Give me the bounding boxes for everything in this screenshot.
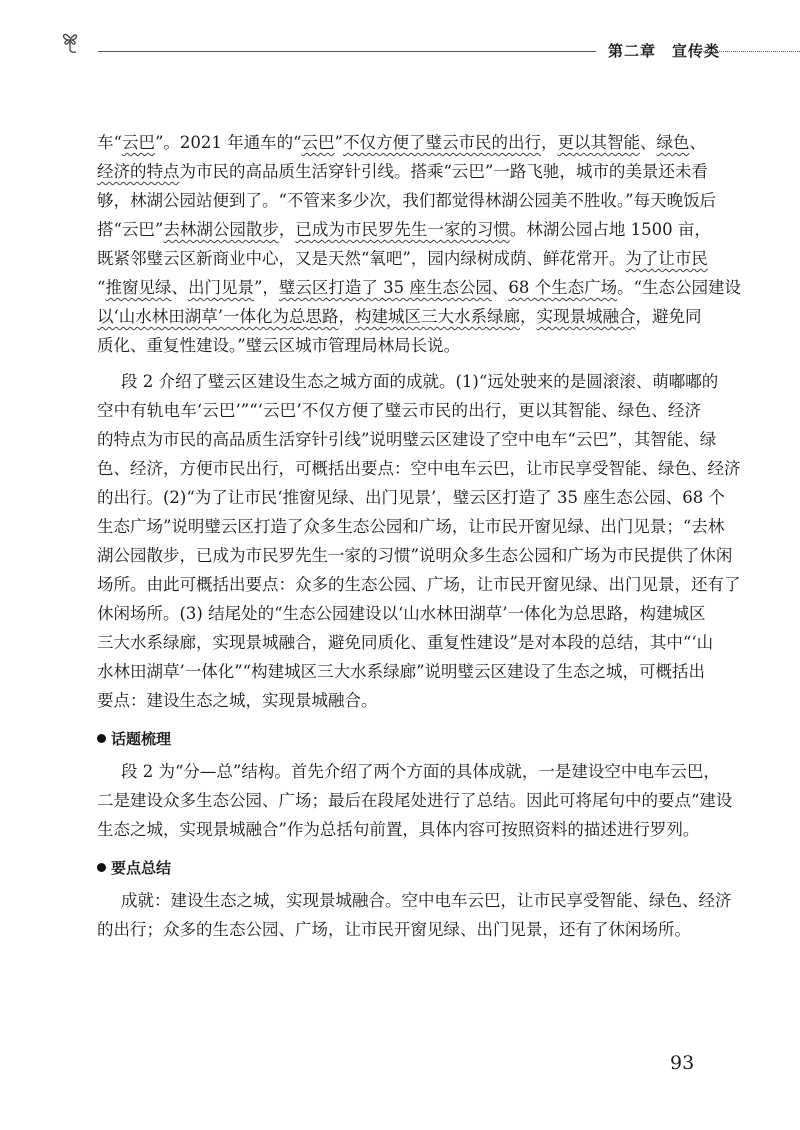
text-segment: 三大水系绿廊，实现景城融合，避免同质化、重复性建设”是对本段的总结，其中“‘山 — [97, 633, 714, 652]
text-segment: 、 — [491, 278, 509, 297]
paragraph — [97, 886, 732, 944]
text-segment: 的出行。(2)“为了让市民‘推窗见绿、出门见景’，璧云区打造了 35 座生态公园、68 个 — [97, 488, 726, 507]
paragraph — [97, 757, 733, 844]
underlined-text: 更以其智能 — [557, 133, 640, 152]
text-line — [97, 757, 720, 786]
text-segment: 段 2 介绍了璧云区建设生态之城方面的成就。(1)“远处驶来的是圆滚滚、萌嘟嘟的 — [121, 372, 719, 391]
header-rule — [98, 51, 596, 52]
underlined-text: 璧云区打造了 35 座生态公园 — [278, 278, 492, 297]
underlined-text: 为了让市民 — [625, 249, 708, 268]
spacer — [97, 844, 701, 851]
text-line — [97, 396, 701, 425]
text-line — [97, 273, 742, 302]
text-segment: 既紧邻璧云区新商业中心，又是天然“氧吧”，园内绿树成荫、鲜花常开。 — [97, 249, 626, 268]
underlined-text: 已成为市民罗先生一家的习惯 — [295, 220, 510, 239]
text-segment: 。“生态公园建设 — [617, 278, 742, 297]
text-line — [97, 657, 706, 686]
text-segment: 成就：建设生态之城，实现景城融合。空中电车云巴，让市民享受智能、绿色、经济 — [121, 891, 732, 910]
bullet-icon — [97, 734, 106, 743]
text-segment: 湖公园散步，已成为市民罗先生一家的习惯”说明众多生态公园和广场为市民提供了休闲 — [97, 546, 733, 565]
chapter-title: 第二章 宣传类 — [608, 42, 721, 60]
underlined-text: 不仅方便了璧云市民的出行 — [342, 133, 541, 152]
text-segment: 的出行；众多的生态公园、广场，让市民开窗见绿、出门见景，还有了休闲场所。 — [97, 920, 691, 939]
text-segment: 为市民的高品质生活穿针引线。搭乘“云巴”一路飞驰，城市的美景还未看 — [179, 162, 708, 181]
text-line — [97, 483, 726, 512]
page-body — [97, 128, 742, 951]
section-heading-text: 要点总结 — [111, 859, 172, 877]
text-segment: 够，林湖公园站便到了。“不管来多少次，我们都觉得林湖公园美不胜收。”每天晚饭后 — [97, 191, 717, 210]
text-line — [97, 302, 701, 331]
text-segment: ， — [520, 307, 537, 326]
sprout-icon — [60, 28, 100, 58]
text-segment: 色、经济，方便市民出行，可概括出要点：空中电车云巴，让市民享受智能、绿色、经济 — [97, 459, 741, 478]
text-segment: 二是建设众多生态公园、广场；最后在段尾处进行了总结。因此可将尾句中的要点“建设 — [97, 791, 733, 810]
text-segment: 、 — [171, 278, 188, 297]
text-line — [97, 367, 719, 396]
text-line — [97, 541, 733, 570]
text-segment: ”， — [253, 278, 279, 297]
text-line — [97, 244, 708, 273]
text-segment: 场所。由此可概括出要点：众多的生态公园、广场，让市民开窗见绿、出门见景，还有了 — [97, 575, 741, 594]
text-line — [97, 186, 717, 215]
text-line — [97, 599, 706, 628]
text-line — [97, 331, 701, 360]
text-line — [97, 886, 732, 915]
text-segment: 的特点为市民的高品质生活穿针引线”说明璧云区建设了空中电车“云巴”，其智能、绿 — [97, 430, 717, 449]
section-heading — [97, 854, 701, 883]
underlined-text: 出门见景 — [187, 278, 254, 297]
underlined-text: 去林湖公园散步 — [163, 220, 279, 239]
text-segment: “ — [97, 278, 106, 297]
text-segment: 要点：建设生态之城，实现景城融合。 — [97, 691, 378, 710]
running-header — [60, 28, 800, 68]
text-segment: 、 — [639, 133, 657, 152]
spacer — [97, 360, 701, 367]
paragraph — [97, 128, 742, 360]
text-line — [97, 686, 701, 715]
text-line — [97, 786, 733, 815]
text-segment: ，避免同 — [635, 307, 702, 326]
text-segment: 生态广场”说明璧云区打造了众多生态公园和广场，让市民开窗见绿、出门见景；“去林 — [97, 517, 725, 536]
text-line — [97, 570, 741, 599]
text-segment: ， — [540, 133, 558, 152]
text-line — [97, 157, 708, 186]
text-line — [97, 512, 725, 541]
underlined-text: 构建城区三大水系绿廊 — [355, 307, 520, 326]
text-segment: ， — [278, 220, 296, 239]
bullet-icon — [97, 863, 106, 872]
spacer — [97, 715, 701, 722]
section-heading — [97, 725, 701, 754]
section-heading-text: 话题梳理 — [111, 730, 172, 748]
page-number: 93 — [670, 1052, 695, 1074]
text-segment: 质化、重复性建设。”璧云区城市管理局林局长说。 — [97, 336, 461, 355]
underlined-text: 68 个生态广场 — [508, 278, 618, 297]
text-line — [97, 915, 701, 944]
underlined-text: 推窗见绿 — [105, 278, 172, 297]
text-segment: 。林湖公园占地 1500 亩， — [509, 220, 711, 239]
text-segment: 水林田湖草’一体化”“构建城区三大水系绿廊”说明璧云区建设了生态之城，可概括出 — [97, 662, 706, 681]
text-line — [97, 215, 711, 244]
underlined-text: 云巴 — [121, 133, 155, 152]
underlined-text: 以‘山水林田湖草’一体化为总思路 — [97, 307, 339, 326]
text-segment: 空中有轨电车‘云巴’”“‘云巴’不仅方便了璧云市民的出行，更以其智能、绿色、经济 — [97, 401, 701, 420]
text-line — [97, 128, 706, 157]
underlined-text: 绿色 — [656, 133, 690, 152]
text-segment: ”。2021 年通车的“ — [154, 133, 302, 152]
text-segment: 搭“云巴” — [97, 220, 164, 239]
text-line — [97, 425, 717, 454]
text-line — [97, 815, 701, 844]
spacer — [97, 944, 701, 951]
text-line — [97, 454, 741, 483]
text-segment: 、 — [689, 133, 706, 152]
text-segment: ” — [334, 133, 343, 152]
header-dotted-rule — [690, 51, 800, 52]
text-segment: 车“ — [97, 133, 122, 152]
text-line — [97, 628, 714, 657]
text-segment: 休闲场所。(3) 结尾处的“生态公园建设以‘山水林田湖草’一体化为总思路，构建城区 — [97, 604, 706, 623]
underlined-text: 云巴 — [301, 133, 335, 152]
text-segment: 段 2 为“分—总”结构。首先介绍了两个方面的具体成就，一是建设空中电车云巴， — [121, 762, 720, 781]
text-segment: ， — [338, 307, 355, 326]
paragraph — [97, 367, 741, 715]
underlined-text: 经济的特点 — [97, 162, 180, 181]
text-segment: 生态之城，实现景城融合”作为总括句前置，具体内容可按照资料的描述进行罗列。 — [97, 820, 700, 839]
underlined-text: 实现景城融合 — [536, 307, 636, 326]
